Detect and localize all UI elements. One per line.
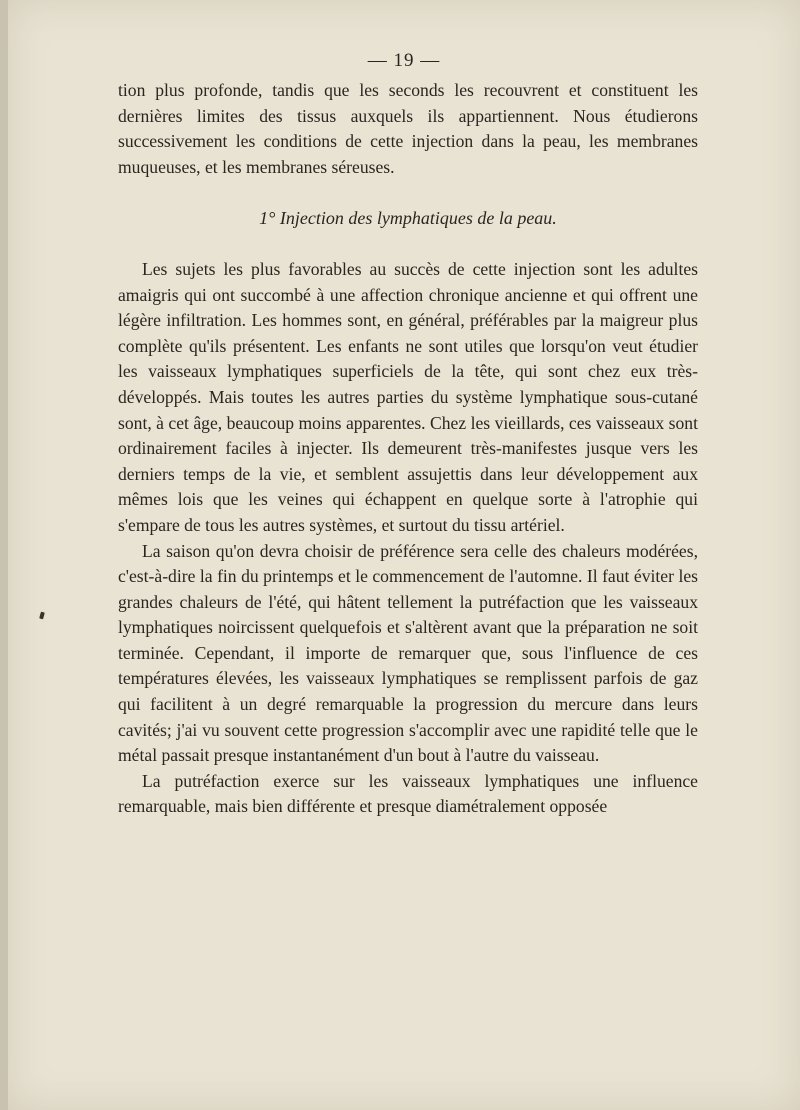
body-text — [118, 78, 698, 820]
paragraph-putrefaction: La putréfaction exerce sur les vaisseaux lymphatiques une influence remarquable, mais bien différente et presque diamétralement opposée — [118, 770, 698, 817]
paragraph-continuation: tion plus profonde, tandis que les seconds les recouvrent et constituent les dernières limites des tissus auxquels ils appartiennent. Nous étudierons successivement les conditions de cette injection dans la peau, les membranes muqueuses, et les membranes séreuses. — [118, 80, 698, 177]
paragraph-subjects: Les sujets les plus favorables au succès de cette injection sont les adultes amaigris qui ont succombé à une affection chronique ancienne et qui offrent une légère infiltration. Les hommes sont, en général, préférables par la maigreur plus complète qu'ils présentent. Les enfants ne sont utiles que lorsqu'on veut étudier les vaisseaux lymphatiques superficiels de la tête, qui sont chez eux très-développés. Mais toutes les autres parties du système lymphatique sous-cutané sont, à cet âge, beaucoup moins apparentes. Chez les vieillards, ces vaisseaux sont ordinairement faciles à injecter. Ils demeurent très-manifestes jusque vers les derniers temps de la vie, et semblent assujettis dans leur développement aux mêmes lois que les veines qui échappent en quelque sorte à l'atrophie qui s'empare de tous les autres systèmes, et surtout du tissu artériel. — [118, 258, 698, 535]
section-heading: 1° Injection des lymphatiques de la peau. — [259, 208, 557, 229]
page-number: — 19 — — [367, 50, 441, 71]
book-page — [8, 0, 800, 1110]
margin-ink-mark — [39, 612, 45, 620]
paragraph-season: La saison qu'on devra choisir de préférence sera celle des chaleurs modérées, c'est-à-dire la fin du printemps et le commencement de l'automne. Il faut éviter les grandes chaleurs de l'été, qui hâtent tellement la putréfaction que les vaisseaux lymphatiques noircissent quelquefois et s'altèrent avant que la préparation ne soit terminée. Cependant, il importe de remarquer que, sous l'influence de ces températures élevées, les vaisseaux lymphatiques se remplissent parfois de gaz qui facilitent à un degré remarquable la progression du mercure dans leurs cavités; j'ai vu souvent cette progression s'accomplir avec une rapidité telle que le métal passait presque instantanément d'un bout à l'autre du vaisseau. — [118, 540, 698, 766]
